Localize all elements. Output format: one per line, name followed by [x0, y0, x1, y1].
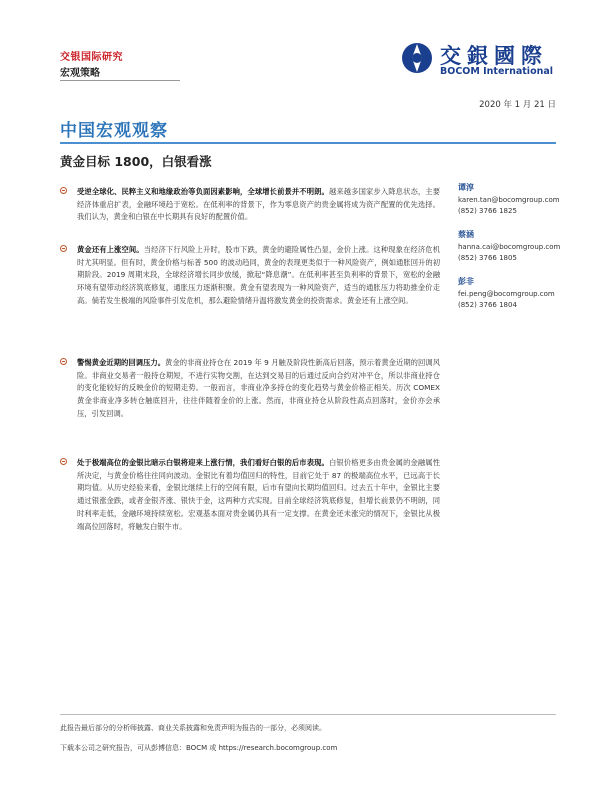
paragraph-3 [60, 357, 440, 421]
analyst-card [458, 182, 568, 217]
logo-text-en: BOCOM International [440, 66, 554, 77]
paragraph-2 [60, 244, 440, 308]
analyst-card [458, 276, 568, 311]
paragraph-lead: 警惕黄金近期的回调压力。 [77, 358, 166, 367]
analyst-name: 彭非 [458, 277, 474, 286]
footer-divider [60, 714, 556, 715]
paragraph-lead: 受逆全球化、民粹主义和地缘政治等负面因素影响，全球增长前景并不明朗。 [77, 187, 329, 196]
analyst-email[interactable]: karen.tan@bocomgroup.com [458, 196, 560, 204]
org-label: 交银国际研究 [60, 52, 123, 63]
paragraph-4 [60, 457, 440, 533]
bullet-icon [60, 187, 67, 194]
analyst-phone: (852) 3766 1825 [458, 207, 517, 215]
paragraph-lead: 处于极端高位的金银比暗示白银将迎来上涨行情，我们看好白银的后市表现。 [77, 458, 329, 467]
bullet-icon [60, 358, 67, 365]
analyst-name: 谭淳 [458, 183, 474, 192]
paragraph-body: 当经济下行风险上升时，股市下跌，黄金的避险属性凸显，金价上涨。这种现象在经济危机时尤其明显。但有时，黄金价格与标普 500 的波动趋同，黄金的表现更类似于一种风险资产，例如通胀回升的初期阶段。2019 周期末段，全球经济增长同步放缓，掀起“降息潮”。在低利率甚至负利率的背景下，宽松的金融环境有望带动经济筑底修复，通胀压力逐渐积聚。黄金有望表现为一种风险资产，适当的通胀压力将助推金价走高。倘若发生极端的风险事件引发危机，那么避险情绪升温将激发黄金的投资需求。黄金还有上涨空间。 [77, 245, 441, 305]
analyst-phone: (852) 3766 1804 [458, 301, 517, 309]
analyst-name: 蔡涵 [458, 230, 474, 239]
category-label: 宏观策略 [60, 68, 100, 79]
download-note[interactable]: 下载本公司之研究报告，可从彭博信息：BOCM 或 https://research.bocomgroup.com [60, 744, 338, 752]
page-title: 中国宏观观察 [60, 121, 168, 141]
analyst-phone: (852) 3766 1805 [458, 254, 517, 262]
bullet-icon [60, 245, 67, 252]
paragraph-1 [60, 186, 440, 224]
bullet-icon [60, 458, 67, 465]
logo-text-cn: 交銀國際 [440, 43, 548, 68]
header-divider [60, 80, 180, 81]
paragraph-lead: 黄金还有上涨空间。 [77, 245, 144, 254]
analyst-email[interactable]: hanna.cai@bocomgroup.com [458, 243, 561, 251]
paragraph-body: 白银价格更多由贵金属的金融属性所决定，与黄金价格往往同向波动。金银比有着均值回归的特性，目前它处于 87 的极端高位水平，已远高于长期均值。从历史经验来看，金银比继续上行的空间有限，后市有望向长期均值回归。过去五十年中，金银比主要通过银涨金跌，或者金银齐涨、银快于金，这两种方式实现。目前全球经济筑底修复，但增长前景仍不明朗，同时利率走低，金融环境持续宽松。宏观基本面对贵金属仍具有一定支撑。在黄金还未涨完的情况下，金银比从极端高位回落时，将触发白银牛市。 [77, 458, 441, 531]
report-date: 2020 年 1 月 21 日 [479, 100, 556, 110]
paragraph-body: 越来越多国家步入降息状态，主要经济体重启扩表，金融环境趋于宽松。在低利率的背景下，作为零息资产的贵金属将成为资产配置的优先选择。我们认为，黄金和白银在中长期具有良好的配置价值。 [77, 187, 441, 222]
paragraph-body: 黄金的非商业持仓在 2019 年 9 月触及阶段性新高后回落，预示着黄金近期的回调风险。非商业交易者一般持仓期短，不进行实物交割，在达到交易目的后通过反向合约对冲平仓，所以非商业持仓的变化能较好的反映金价的短期走势。一般而言，非商业净多持仓的变化趋势与黄金价格正相关。历次 COMEX 黄金非商业净多转仓触底回升，往往伴随着金价的上涨。然而，非商业持仓从阶段性高点回落时，金价亦会承压，引发回调。 [77, 358, 440, 418]
analyst-email[interactable]: fei.peng@bocomgroup.com [458, 290, 555, 298]
report-subtitle: 黄金目标 1800，白银看涨 [60, 154, 212, 169]
company-logo [400, 38, 434, 76]
analyst-card [458, 229, 568, 264]
title-divider [60, 142, 556, 144]
logo-emblem-icon [400, 38, 434, 76]
disclaimer-note: 此报告最后部分的分析师披露、商业关系披露和免责声明为报告的一部分，必须阅读。 [60, 724, 326, 732]
